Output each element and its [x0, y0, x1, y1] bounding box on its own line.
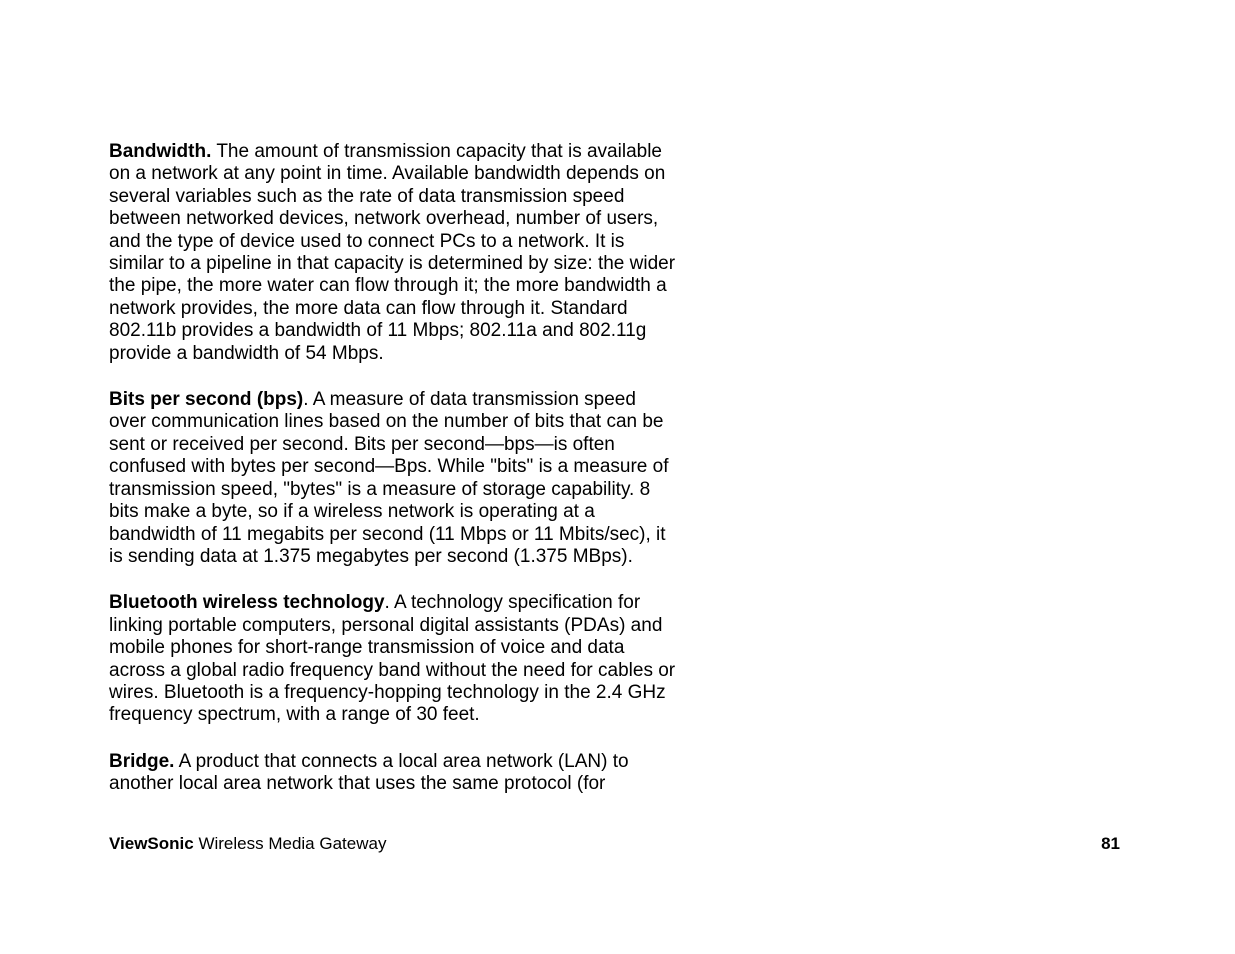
glossary-term: Bits per second (bps) [109, 389, 304, 411]
page-number: 81 [1101, 834, 1120, 853]
glossary-entry-bandwidth [109, 141, 709, 365]
glossary-term: Bluetooth wireless technology [109, 592, 385, 614]
glossary-definition: A product that connects a local area network (LAN) to another local area network that uses the same protocol (for [109, 750, 629, 795]
glossary-term: Bridge. [109, 750, 175, 772]
glossary-term: Bandwidth. [109, 141, 212, 162]
page-footer [109, 833, 1120, 855]
glossary-definition: The amount of transmission capacity that is available on a network at any point in time. Available bandwidth depends on several variables such as the rate of data transmission speed between networked devices, network overhead, number of users, and the type of device used to connect PCs to a network. It is similar to a pipeline in that capacity is determined by size: the wider the pipe, the more water can flow through it; the more bandwidth a network provides, the more data can flow through it. Standard 802.11b provides a bandwidth of 11 Mbps; 802.11a and 802.11g provide a bandwidth of 54 Mbps. [109, 141, 676, 364]
glossary-entry-bits-per-second [109, 389, 709, 568]
glossary-entry-bridge [109, 751, 709, 796]
glossary-content [109, 141, 709, 820]
footer-product: Wireless Media Gateway [193, 834, 387, 853]
glossary-entry-bluetooth [109, 592, 709, 726]
footer-brand: ViewSonic [109, 834, 194, 853]
glossary-definition: . A technology specification for linking portable computers, personal digital assistants (PDAs) and mobile phones for short-range transmission of voice and data across a global radio frequency band without the need for cables or wires. Bluetooth is a frequency-hopping technology in the 2.4 GHz frequency spectrum, with a range of 30 feet. [109, 592, 676, 726]
glossary-definition: . A measure of data transmission speed over communication lines based on the number of bits that can be sent or received per second. Bits per second—bps—is often confused with bytes per second—Bps. While "bits" is a measure of transmission speed, "bytes" is a measure of storage capability. 8 bits make a byte, so if a wireless network is operating at a bandwidth of 11 megabits per second (11 Mbps or 11 Mbits/sec), it is sending data at 1.375 megabytes per second (1.375 MBps). [109, 389, 669, 567]
